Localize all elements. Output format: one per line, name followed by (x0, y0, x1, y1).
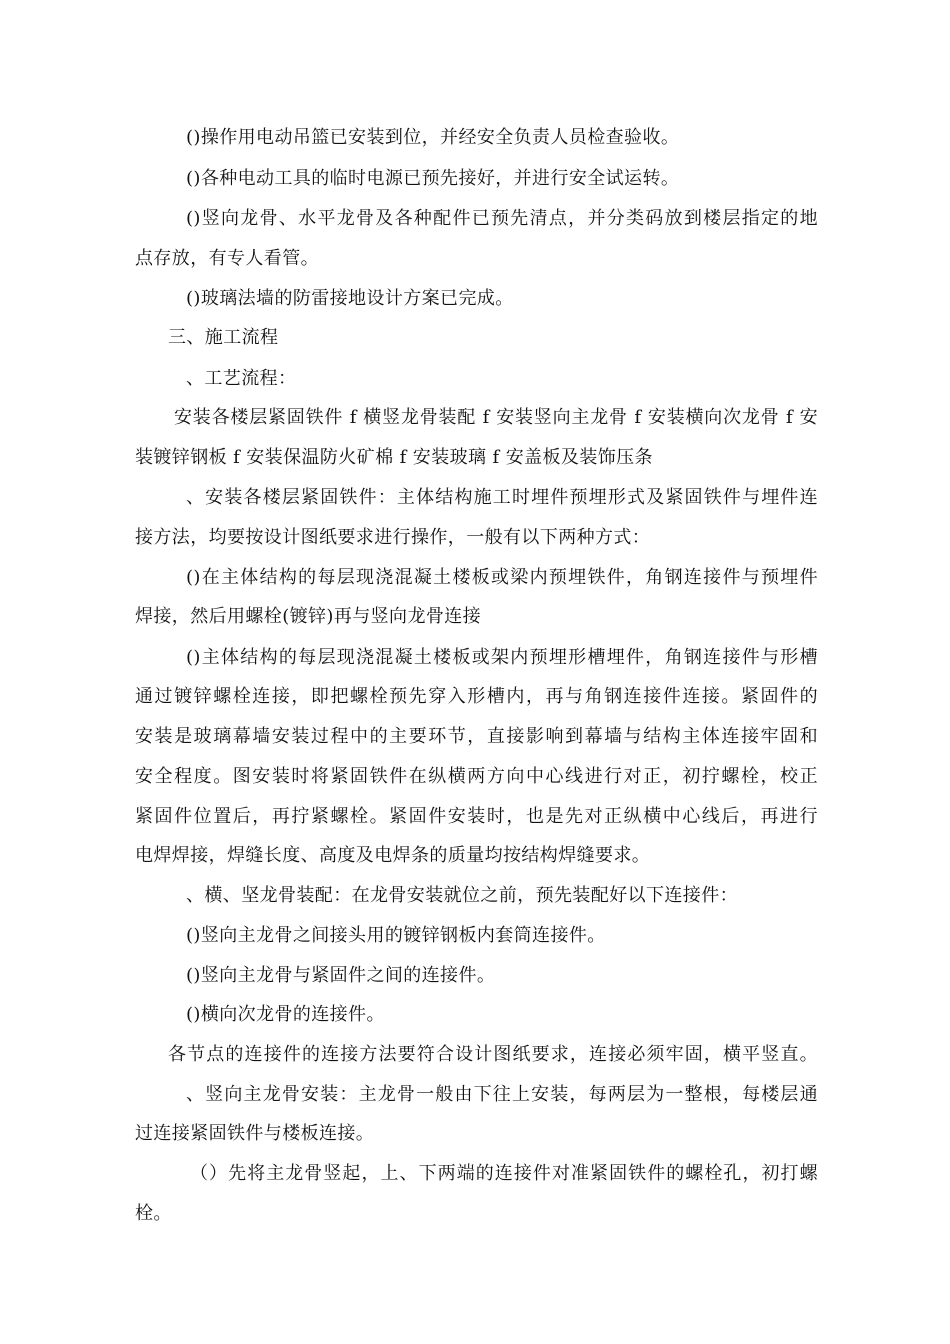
text-line: 电焊焊接，焊缝长度、高度及电焊条的质量均按结构焊缝要求。 (135, 845, 651, 866)
text-line: ()竖向龙骨、水平龙骨及各种配件已预先清点，并分类码放到楼层指定的地 (186, 208, 818, 229)
text-line: ()竖向主龙骨之间接头用的镀锌钢板内套筒连接件。 (186, 925, 606, 946)
text-line: 装镀锌钢板 f 安装保温防火矿棉 f 安装玻璃 f 安盖板及装饰压条 (135, 447, 653, 468)
text-line: ()横向次龙骨的连接件。 (186, 1004, 385, 1025)
text-line: ()在主体结构的每层现浇混凝土楼板或梁内预埋铁件，角钢连接件与预埋件 (186, 567, 818, 588)
text-line: 栓。 (135, 1203, 172, 1224)
text-line: 紧固件位置后，再拧紧螺栓。紧固件安装时，也是先对正纵横中心线后，再进行 (135, 806, 818, 827)
text-line: 各节点的连接件的连接方法要符合设计图纸要求，连接必须牢固，横平竖直。 (168, 1044, 818, 1065)
section-heading: 三、施工流程 (168, 327, 279, 348)
text-line: 、横、坚龙骨装配：在龙骨安装就位之前，预先装配好以下连接件： (186, 885, 738, 906)
text-line: ()各种电动工具的临时电源已预先接好，并进行安全试运转。 (186, 168, 680, 189)
text-line: ()主体结构的每层现浇混凝土楼板或架内预埋形槽埋件，角钢连接件与形槽 (186, 647, 818, 668)
text-line: 、竖向主龙骨安装：主龙骨一般由下往上安装，每两层为一整根，每楼层通 (186, 1084, 818, 1105)
text-line: 、安装各楼层紧固铁件：主体结构施工时埋件预埋形式及紧固铁件与埋件连 (186, 487, 818, 508)
text-line: （）先将主龙骨竖起，上、下两端的连接件对准紧固铁件的螺栓孔，初打螺 (190, 1163, 818, 1184)
text-line: 接方法，均要按设计图纸要求进行操作，一般有以下两种方式： (135, 527, 651, 548)
text-line: 安装是玻璃幕墙安装过程中的主要环节，直接影响到幕墙与结构主体连接牢固和 (135, 726, 818, 747)
text-line: 点存放，有专人看管。 (135, 248, 319, 269)
text-line: 安装各楼层紧固铁件 f 横竖龙骨装配 f 安装竖向主龙骨 f 安装横向次龙骨 f 安 (174, 407, 818, 428)
text-line: ()操作用电动吊篮已安装到位，并经安全负责人员检查验收。 (186, 127, 680, 148)
text-line: 焊接，然后用螺栓(镀锌)再与竖向龙骨连接 (135, 606, 482, 627)
text-line: 过连接紧固铁件与楼板连接。 (135, 1123, 375, 1144)
text-line: 安全程度。图安装时将紧固铁件在纵横两方向中心线进行对正，初拧螺栓，校正 (135, 766, 818, 787)
text-line: 通过镀锌螺栓连接，即把螺栓预先穿入形槽内，再与角钢连接件连接。紧固件的 (135, 686, 818, 707)
text-line: ()玻璃法墙的防雷接地设计方案已完成。 (186, 288, 514, 309)
text-line: ()竖向主龙骨与紧固件之间的连接件。 (186, 965, 496, 986)
subsection-heading: 、工艺流程： (186, 368, 297, 389)
